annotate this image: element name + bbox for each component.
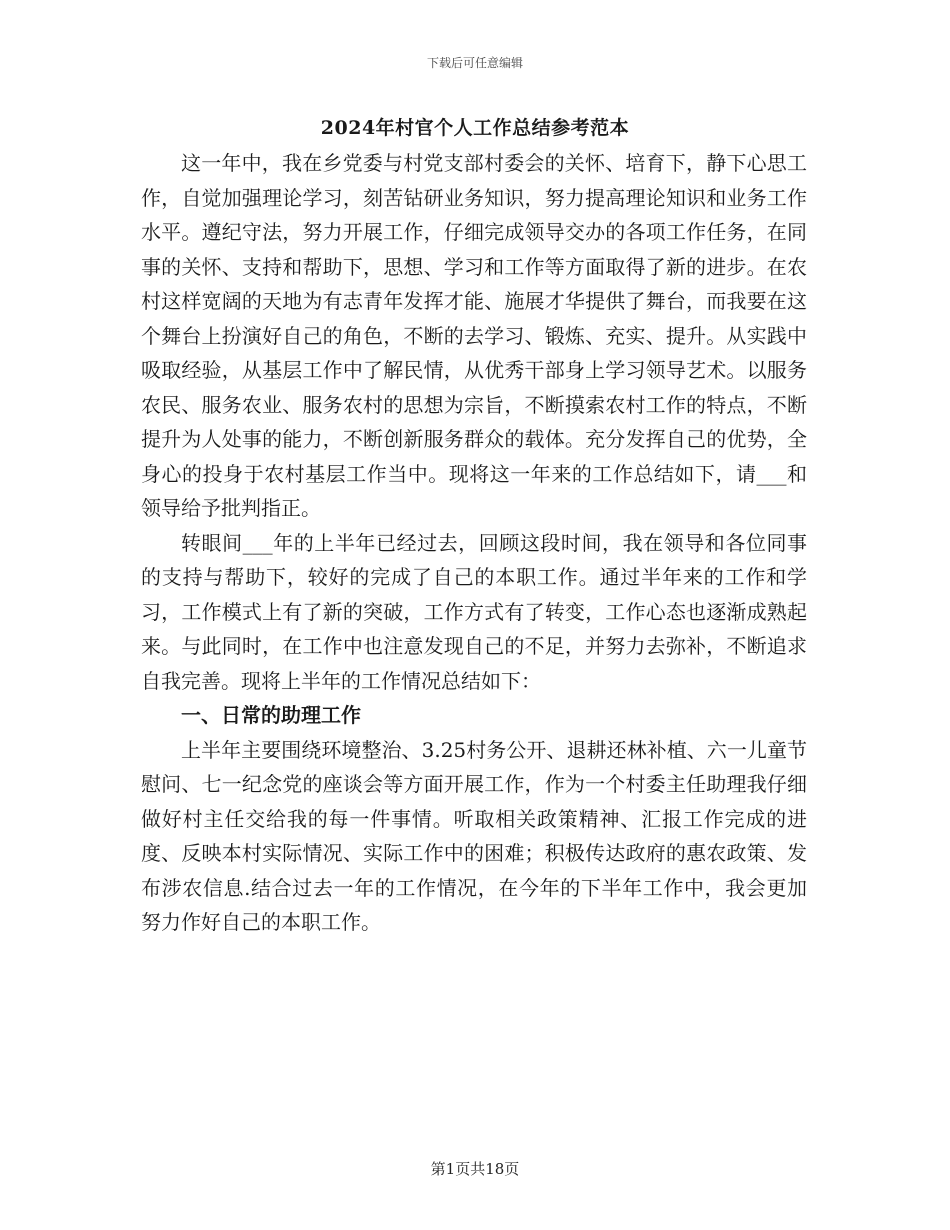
document-body [141, 146, 807, 940]
paragraph-section-1: 上半年主要围绕环境整治、3.25村务公开、退耕还林补植、六一儿童节慰问、七一纪念党的座谈会等方面开展工作，作为一个村委主任助理我仔细做好村主任交给我的每一件事情。听取相关政策精神、汇报工作完成的进度、反映本村实际情况、实际工作中的困难；积极传达政府的惠农政策、发布涉农信息.结合过去一年的工作情况，在今年的下半年工作中，我会更加努力作好自己的本职工作。 [141, 737, 807, 934]
paragraph-intro: 这一年中，我在乡党委与村党支部村委会的关怀、培育下，静下心思工作，自觉加强理论学习，刻苦钻研业务知识，努力提高理论知识和业务工作水平。遵纪守法，努力开展工作，仔细完成领导交办的各项工作任务，在同事的关怀、支持和帮助下，思想、学习和工作等方面取得了新的进步。在农村这样宽阔的天地为有志青年发挥才能、施展才华提供了舞台，而我要在这个舞台上扮演好自己的角色，不断的去学习、锻炼、充实、提升。从实践中吸取经验，从基层工作中了解民情，从优秀干部身上学习领导艺术。以服务农民、服务农业、服务农村的思想为宗旨，不断摸索农村工作的特点，不断提升为人处事的能力，不断创新服务群众的载体。充分发挥自己的优势，全身心的投身于农村基层工作当中。现将这一年来的工作总结如下，请___和领导给予批判指正。 [141, 151, 807, 520]
section-heading: 一、日常的助理工作 [181, 703, 361, 727]
paragraph-half-year: 转眼间___年的上半年已经过去，回顾这段时间，我在领导和各位同事的支持与帮助下，较好的完成了自己的本职工作。通过半年来的工作和学习，工作模式上有了新的突破，工作方式有了转变，工作心态也逐渐成熟起来。与此同时，在工作中也注意发现自己的不足，并努力去弥补，不断追求自我完善。现将上半年的工作情况总结如下： [141, 530, 807, 693]
document-title: 2024年村官个人工作总结参考范本 [320, 117, 630, 139]
page-indicator: 第1页共18页 [430, 1160, 520, 1178]
header-note: 下载后可任意编辑 [426, 56, 523, 70]
